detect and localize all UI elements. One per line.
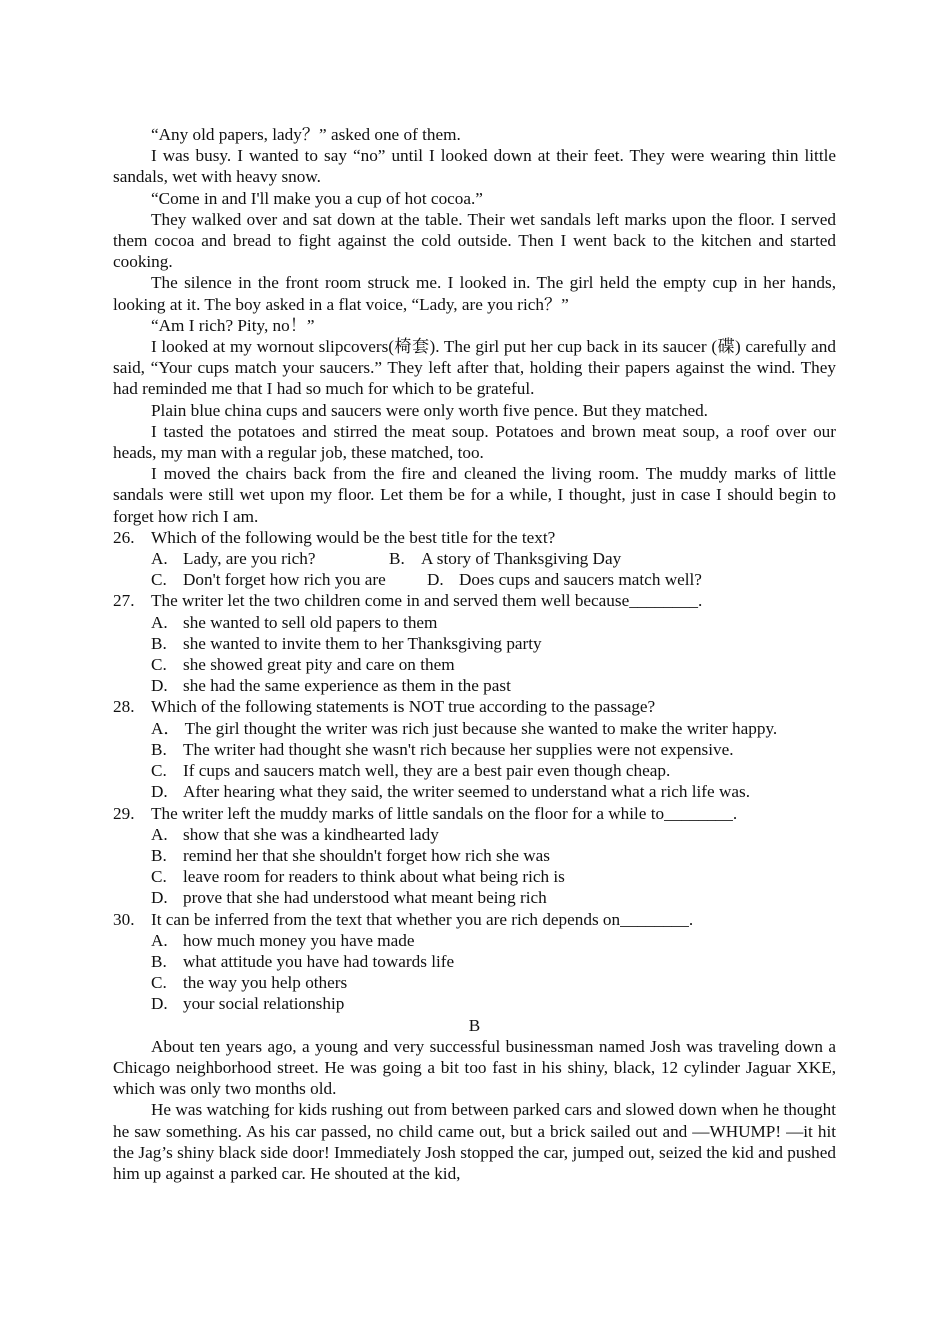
option-text: The girl thought the writer was rich just because she wanted to make the writer happy.	[184, 718, 778, 738]
option-letter: D.	[427, 570, 444, 590]
option-b	[151, 951, 836, 972]
question-number: 26.	[113, 527, 135, 547]
question-29	[113, 803, 836, 824]
option-d	[427, 569, 702, 590]
option-text: what attitude you have had towards life	[183, 951, 455, 971]
option-d	[151, 675, 836, 696]
option-letter: D.	[151, 676, 168, 696]
option-c	[151, 760, 836, 781]
option-text: she had the same experience as them in the past	[183, 676, 511, 696]
passage-a-paragraph: “Come in and I'll make you a cup of hot cocoa.”	[151, 188, 483, 208]
option-text: Does cups and saucers match well?	[459, 570, 702, 590]
option-b	[151, 845, 836, 866]
option-text: leave room for readers to think about what being rich is	[183, 867, 565, 887]
option-b	[151, 739, 836, 760]
question-text: The writer left the muddy marks of little sandals on the floor for a while to________.	[151, 803, 738, 823]
option-text: A story of Thanksgiving Day	[421, 549, 622, 569]
passage-a-paragraph: They walked over and sat down at the table. Their wet sandals left marks upon the floor. I served them cocoa and bread to fight against the cold outside. Then I went back to the kitchen and started cooking.	[113, 209, 836, 272]
passage-a-paragraph: Plain blue china cups and saucers were only worth five pence. But they matched.	[151, 400, 708, 420]
option-d	[151, 887, 836, 908]
option-letter: C.	[151, 973, 167, 993]
question-text: The writer let the two children come in and served them well because________.	[151, 591, 703, 611]
option-letter: C.	[151, 570, 167, 590]
section-heading: B	[468, 1015, 481, 1035]
passage-a-paragraph: I looked at my wornout slipcovers(椅套). The girl put her cup back in its saucer (碟) carefully and said, “Your cups match your saucers.” They left after that, holding their papers against the wind. They had reminded me that I had so much for which to be grateful.	[113, 337, 836, 399]
document-page	[113, 124, 836, 1184]
question-28	[113, 696, 836, 717]
option-letter: C.	[151, 867, 167, 887]
option-row	[151, 569, 836, 590]
question-27	[113, 590, 836, 611]
option-letter: A.	[151, 549, 168, 569]
option-letter: D.	[151, 782, 168, 802]
question-number: 30.	[113, 909, 135, 929]
option-a	[151, 612, 836, 633]
option-text: she showed great pity and care on them	[183, 655, 455, 675]
passage-a-paragraph: I was busy. I wanted to say “no” until I looked down at their feet. They were wearing thin little sandals, wet with heavy snow.	[113, 146, 836, 187]
option-text: your social relationship	[183, 994, 345, 1014]
option-text: Don't forget how rich you are	[183, 570, 386, 590]
option-a	[113, 718, 836, 739]
option-letter: B.	[151, 633, 167, 653]
question-text: Which of the following would be the best title for the text?	[151, 527, 556, 547]
option-c	[151, 972, 836, 993]
option-b	[389, 548, 621, 569]
option-text: she wanted to invite them to her Thanksgiving party	[183, 633, 542, 653]
option-letter: B.	[389, 549, 405, 569]
option-text: the way you help others	[183, 973, 348, 993]
option-text: remind her that she shouldn't forget how rich she was	[183, 845, 550, 865]
option-row	[151, 548, 836, 569]
passage-b-paragraph: About ten years ago, a young and very successful businessman named Josh was traveling down a Chicago neighborhood street. He was going a bit too fast in his shiny, black, 12 cylinder Jaguar XKE, which was only two months old.	[113, 1036, 836, 1099]
option-text: show that she was a kindhearted lady	[183, 824, 439, 844]
option-letter: C.	[151, 655, 167, 675]
option-letter: A.	[151, 612, 168, 632]
option-c	[151, 654, 836, 675]
option-letter: B.	[151, 845, 167, 865]
option-text: Lady, are you rich?	[183, 549, 316, 569]
question-number: 29.	[113, 803, 135, 823]
passage-b-paragraph: He was watching for kids rushing out from between parked cars and slowed down when he thought he saw something. As his car passed, no child came out, but a brick sailed out and —WHUMP! —it hit the Jag’s shiny black side door! Immediately Josh stopped the car, jumped out, seized the kid and pushed him up against a parked car. He shouted at the kid,	[113, 1100, 836, 1183]
option-b	[151, 633, 836, 654]
option-letter: B.	[151, 951, 167, 971]
question-number: 28.	[113, 697, 135, 717]
option-letter: D.	[151, 888, 168, 908]
option-text: prove that she had understood what meant being rich	[183, 888, 547, 908]
question-26	[113, 527, 836, 548]
option-text: The writer had thought she wasn't rich because her supplies were not expensive.	[183, 739, 734, 759]
question-number: 27.	[113, 591, 135, 611]
option-c	[151, 866, 836, 887]
passage-a-paragraph: “Any old papers, lady？” asked one of them.	[151, 125, 461, 144]
option-d	[151, 781, 836, 802]
option-letter: A.	[151, 930, 168, 950]
question-30	[113, 909, 836, 930]
option-text: she wanted to sell old papers to them	[183, 612, 438, 632]
option-a	[151, 930, 836, 951]
option-text: how much money you have made	[183, 930, 415, 950]
option-text: If cups and saucers match well, they are a best pair even though cheap.	[183, 761, 671, 781]
option-letter: A．	[151, 718, 181, 738]
passage-a-paragraph: I tasted the potatoes and stirred the meat soup. Potatoes and brown meat soup, a roof over our heads, my man with a regular job, these matched, too.	[113, 421, 836, 463]
passage-a-paragraph: The silence in the front room struck me. I looked in. The girl held the empty cup in her hands, looking at it. The boy asked in a flat voice, “Lady, are you rich？”	[113, 273, 836, 314]
question-text: Which of the following statements is NOT true according to the passage?	[151, 697, 656, 717]
option-text: After hearing what they said, the writer seemed to understand what a rich life was.	[183, 782, 750, 802]
passage-a-paragraph: “Am I rich? Pity, no！”	[151, 315, 315, 335]
option-d	[151, 993, 836, 1014]
option-a	[151, 824, 836, 845]
option-letter: A.	[151, 824, 168, 844]
option-a	[151, 548, 389, 569]
option-letter: B.	[151, 739, 167, 759]
option-letter: D.	[151, 994, 168, 1014]
question-text: It can be inferred from the text that whether you are rich depends on________.	[151, 909, 694, 929]
passage-a-paragraph: I moved the chairs back from the fire and cleaned the living room. The muddy marks of little sandals were still wet upon my floor. Let them be for a while, I thought, just in case I should begin to forget how rich I am.	[113, 464, 836, 526]
option-c	[151, 569, 427, 590]
option-letter: C.	[151, 761, 167, 781]
